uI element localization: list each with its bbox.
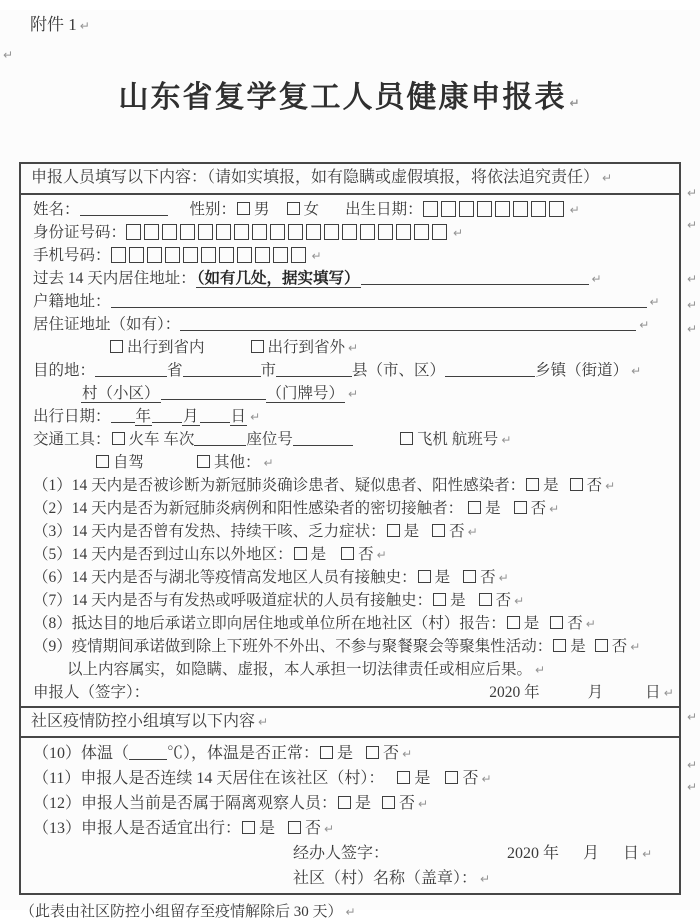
- blank-field[interactable]: [111, 407, 135, 423]
- form-line: [21, 382, 679, 405]
- form-line: [21, 635, 679, 658]
- digit-box[interactable]: [360, 224, 375, 240]
- digit-box[interactable]: [324, 224, 339, 240]
- label: 自驾: [113, 454, 145, 471]
- paragraph-mark: ↵: [591, 272, 602, 286]
- checkbox[interactable]: [553, 639, 566, 652]
- label: 否: [383, 745, 400, 762]
- label: 否: [530, 500, 547, 517]
- label: 是: [355, 795, 372, 812]
- blank-field[interactable]: [200, 407, 230, 423]
- spacer: [419, 535, 431, 536]
- blank-field[interactable]: [445, 361, 535, 377]
- blank-field[interactable]: [293, 430, 353, 446]
- paragraph-mark: ↵: [453, 226, 464, 240]
- attachment-label-text: 附件 1: [30, 15, 77, 34]
- checkbox[interactable]: [242, 821, 255, 834]
- label: 交通工具：: [33, 431, 111, 448]
- spacer: [326, 558, 340, 559]
- checkbox[interactable]: [445, 771, 458, 784]
- form-line: [21, 451, 679, 474]
- checkbox[interactable]: [570, 478, 583, 491]
- label: （11）申报人是否连续 14 天居住在该社区（村）：: [33, 770, 385, 787]
- label: （7）14 天内是否与有发热或呼吸道症状的人员有接触史：: [33, 592, 433, 609]
- section2-header: [21, 706, 679, 738]
- label: ℃），体温是否正常：: [167, 745, 320, 762]
- spacer: [353, 443, 399, 444]
- label: 否: [480, 569, 496, 586]
- checkbox[interactable]: [382, 796, 395, 809]
- paragraph-mark: ↵: [402, 747, 413, 761]
- label: 是: [485, 500, 501, 517]
- label: 日: [230, 408, 247, 425]
- form-line: [21, 816, 679, 841]
- form-line: [21, 474, 679, 497]
- paragraph-mark: ↵: [642, 847, 653, 861]
- digit-box[interactable]: [198, 224, 213, 240]
- label: 其他：: [214, 454, 261, 471]
- form-line: [21, 543, 679, 566]
- digit-box[interactable]: [291, 247, 306, 263]
- form-line: [21, 612, 679, 635]
- label: 座位号: [246, 431, 293, 448]
- label: 是: [450, 592, 466, 609]
- label: 是: [570, 638, 586, 655]
- label: 县（市、区）: [352, 362, 446, 379]
- page: [0, 10, 700, 920]
- digit-box[interactable]: [306, 224, 321, 240]
- checkbox[interactable]: [294, 547, 307, 560]
- spacer: [275, 832, 287, 833]
- paragraph-mark: ↵: [348, 387, 359, 401]
- paragraph-mark: ↵: [345, 905, 356, 919]
- label: 否: [462, 770, 479, 787]
- label: （1）14 天内是否被诊断为新冠肺炎确诊患者、疑似患者、阳性感染者：: [33, 477, 526, 494]
- form-line: [21, 589, 679, 612]
- label: 男: [254, 201, 270, 218]
- paragraph-mark: ↵: [418, 797, 429, 811]
- paragraph-mark: ↵: [639, 318, 650, 332]
- digit-box[interactable]: [423, 201, 438, 217]
- spacer: [144, 466, 196, 467]
- digit-box[interactable]: [273, 247, 288, 263]
- digit-box[interactable]: [219, 247, 234, 263]
- label: 村（小区）: [82, 385, 160, 402]
- label: 月: [183, 408, 199, 425]
- footer-note: [20, 900, 700, 921]
- label: 市: [260, 362, 277, 379]
- checkbox[interactable]: [112, 432, 125, 445]
- blank-field[interactable]: [276, 361, 352, 377]
- spacer: [319, 213, 345, 214]
- paragraph-mark: ↵: [630, 640, 641, 654]
- spacer: [430, 782, 444, 783]
- checkbox[interactable]: [366, 746, 379, 759]
- checkbox[interactable]: [507, 616, 520, 629]
- spacer: [371, 807, 381, 808]
- form-line: [21, 336, 679, 359]
- form-line: [21, 405, 679, 428]
- spacer: [586, 650, 594, 651]
- digit-boxes: [126, 221, 450, 244]
- digit-box[interactable]: [144, 224, 159, 240]
- checkbox[interactable]: [595, 639, 608, 652]
- label: 以上内容属实，如隐瞒、虚报，本人承担一切法律责任或相应后果。: [67, 661, 533, 678]
- checkbox[interactable]: [287, 202, 300, 215]
- checkbox[interactable]: [463, 570, 476, 583]
- blank-field[interactable]: [180, 315, 636, 331]
- paragraph-mark: ↵: [467, 525, 478, 539]
- checkbox[interactable]: [320, 746, 333, 759]
- label: 身份证号码：: [33, 224, 127, 241]
- digit-box[interactable]: [162, 224, 177, 240]
- digit-box[interactable]: [252, 224, 267, 240]
- paragraph-mark: ↵: [480, 872, 491, 886]
- checkbox[interactable]: [96, 455, 109, 468]
- label: 否: [495, 592, 512, 609]
- label: 2020 年: [489, 684, 540, 701]
- digit-box[interactable]: [432, 224, 447, 240]
- label: 出行到省内: [127, 339, 205, 356]
- spacer: [539, 627, 549, 628]
- spacer: [384, 782, 396, 783]
- paragraph-mark: ↵: [514, 594, 525, 608]
- blank-field[interactable]: [95, 361, 167, 377]
- label: 是: [414, 770, 431, 787]
- footer-note-text: （此表由社区防控小组留存至疫情解除后 30 天）: [20, 904, 343, 920]
- form-line: [21, 221, 679, 244]
- blank-field[interactable]: [129, 744, 167, 760]
- paragraph-mark: ↵: [631, 364, 642, 378]
- checkbox[interactable]: [338, 796, 351, 809]
- checkbox[interactable]: [468, 501, 481, 514]
- declaration-form-table: [19, 162, 681, 895]
- label: （6）14 天内是否与湖北等疫情高发地区人员有接触史：: [33, 569, 417, 586]
- form-line: [21, 313, 679, 336]
- digit-box[interactable]: [396, 224, 411, 240]
- paragraph-mark: ↵: [569, 203, 580, 217]
- form-line: [21, 658, 679, 681]
- label: 是: [434, 569, 451, 586]
- label: 女: [303, 201, 320, 218]
- label: （10）体温（: [33, 745, 130, 762]
- paragraph-mark: ↵: [585, 617, 596, 631]
- spacer: [389, 857, 507, 858]
- digit-box[interactable]: [459, 201, 474, 217]
- spacer: [353, 757, 365, 758]
- spacer: [149, 696, 489, 697]
- digit-box[interactable]: [531, 201, 546, 217]
- spacer: [559, 857, 583, 858]
- label: 乡镇（街道）: [535, 362, 629, 379]
- label: 月: [583, 845, 600, 862]
- paragraph-mark: ↵: [687, 710, 698, 724]
- label: 是: [523, 615, 540, 632]
- paragraph-mark: ↵: [501, 433, 512, 447]
- section1-header-text: 申报人员填写以下内容：（请如实填报，如有隐瞒或虚假填报，将依法追究责任）: [31, 169, 600, 186]
- checkbox[interactable]: [110, 340, 123, 353]
- checkbox[interactable]: [341, 547, 354, 560]
- checkbox[interactable]: [197, 455, 210, 468]
- label: 日: [645, 684, 661, 701]
- label: （门牌号）: [266, 385, 345, 402]
- label: 省: [167, 362, 183, 379]
- digit-box[interactable]: [201, 247, 216, 263]
- spacer: [205, 351, 250, 352]
- checkbox[interactable]: [550, 616, 563, 629]
- checkbox[interactable]: [251, 340, 264, 353]
- blank-field[interactable]: [183, 361, 261, 377]
- spacer: [270, 213, 286, 214]
- attachment-label: [30, 10, 700, 32]
- label: 过去 14 天内居住地址：: [33, 270, 196, 287]
- spacer: [463, 512, 467, 513]
- digit-box[interactable]: [288, 224, 303, 240]
- paragraph-mark: ↵: [602, 171, 613, 185]
- digit-box[interactable]: [180, 224, 195, 240]
- spacer: [168, 213, 190, 214]
- checkbox[interactable]: [433, 593, 446, 606]
- label: （8）抵达目的地后承诺立即向居住地或单位所在地社区（村）报告：: [33, 615, 506, 632]
- form-line: [21, 841, 679, 866]
- label: 否: [611, 638, 628, 655]
- digit-box[interactable]: [495, 201, 510, 217]
- paragraph-mark: ↵: [263, 456, 274, 470]
- label: （如有几处，据实填写）: [196, 270, 360, 287]
- paragraph-mark: ↵: [687, 758, 698, 772]
- label: 否: [399, 795, 416, 812]
- form-line: [21, 359, 679, 382]
- label: 出行到省外: [267, 339, 346, 356]
- checkbox[interactable]: [432, 524, 445, 537]
- checkbox[interactable]: [397, 771, 410, 784]
- digit-box[interactable]: [414, 224, 429, 240]
- label: 经办人签字：: [293, 845, 390, 862]
- label: 是: [403, 523, 420, 540]
- page-title: [0, 78, 700, 118]
- checkbox[interactable]: [288, 821, 301, 834]
- digit-box[interactable]: [513, 201, 528, 217]
- digit-box[interactable]: [237, 247, 252, 263]
- label: 否: [305, 820, 322, 837]
- label: 申报人（签字）：: [33, 684, 150, 701]
- blank-field[interactable]: [152, 407, 182, 423]
- spacer: [599, 857, 623, 858]
- paragraph-mark: ↵: [376, 548, 387, 562]
- digit-box[interactable]: [255, 247, 270, 263]
- paragraph-mark: ↵: [250, 410, 261, 424]
- form-line: [21, 497, 679, 520]
- paragraph-mark: ↵: [498, 571, 509, 585]
- label: 性别：: [189, 201, 237, 218]
- form-line: [21, 766, 679, 791]
- form-line: [21, 566, 679, 589]
- form-line: [21, 520, 679, 543]
- spacer: [450, 581, 462, 582]
- form-line: [21, 791, 679, 816]
- label: 是: [310, 546, 327, 563]
- checkbox[interactable]: [479, 593, 492, 606]
- digit-box[interactable]: [342, 224, 357, 240]
- form-line: [21, 866, 679, 891]
- label: 月: [587, 684, 604, 701]
- paragraph-mark: ↵: [687, 186, 698, 200]
- digit-box[interactable]: [549, 201, 564, 217]
- paragraph-mark: ↵: [79, 19, 90, 33]
- digit-box[interactable]: [147, 247, 162, 263]
- form-line: [21, 428, 679, 451]
- digit-box[interactable]: [477, 201, 492, 217]
- label: 手机号码：: [33, 247, 111, 264]
- label: 火车 车次: [128, 431, 195, 448]
- form-line: [21, 290, 679, 313]
- digit-box[interactable]: [234, 224, 249, 240]
- paragraph-mark: ↵: [348, 341, 359, 355]
- paragraph-mark: ↵: [549, 502, 560, 516]
- checkbox[interactable]: [526, 478, 539, 491]
- spacer: [603, 696, 645, 697]
- label: （3）14 天内是否曾有发热、持续干咳、乏力症状：: [33, 523, 386, 540]
- checkbox[interactable]: [514, 501, 527, 514]
- paragraph-mark: ↵: [258, 715, 269, 729]
- label: （12）申报人当前是否属于隔离观察人员：: [33, 795, 338, 812]
- label: （13）申报人是否适宜出行：: [33, 820, 242, 837]
- paragraph-mark: ↵: [569, 96, 582, 110]
- label: 日: [623, 845, 640, 862]
- digit-box[interactable]: [129, 247, 144, 263]
- digit-box[interactable]: [441, 201, 456, 217]
- digit-box[interactable]: [378, 224, 393, 240]
- spacer: [501, 512, 513, 513]
- label: 2020 年: [507, 845, 560, 862]
- spacer: [559, 489, 569, 490]
- digit-box[interactable]: [183, 247, 198, 263]
- section2-body: [21, 738, 679, 893]
- digit-boxes: [111, 244, 309, 267]
- blank-field[interactable]: [361, 269, 589, 285]
- label: 否: [586, 477, 603, 494]
- paragraph-mark: ↵: [687, 780, 698, 794]
- checkbox[interactable]: [237, 202, 250, 215]
- paragraph-mark: ↵: [311, 249, 322, 263]
- paragraph-mark: ↵: [324, 822, 335, 836]
- label: 否: [358, 546, 374, 563]
- paragraph-mark: ↵: [649, 295, 660, 309]
- label: 目的地：: [33, 362, 96, 379]
- form-line: [21, 198, 679, 221]
- paragraph-mark: ↵: [605, 479, 616, 493]
- label: 出行日期：: [33, 408, 111, 425]
- label: 社区（村）名称（盖章）：: [293, 870, 478, 887]
- checkbox[interactable]: [400, 432, 413, 445]
- label: 是: [337, 745, 354, 762]
- paragraph-mark: ↵: [687, 218, 698, 232]
- label: 是: [543, 477, 559, 494]
- digit-box[interactable]: [216, 224, 231, 240]
- paragraph-mark: ↵: [3, 48, 14, 62]
- section1-header: [21, 164, 679, 195]
- label: 出生日期：: [345, 201, 423, 218]
- digit-boxes: [423, 198, 567, 221]
- form-line: [21, 741, 679, 766]
- digit-box[interactable]: [165, 247, 180, 263]
- label: 姓名：: [33, 201, 80, 218]
- blank-field[interactable]: [111, 292, 647, 308]
- label: （5）14 天内是否到过山东以外地区：: [33, 546, 293, 563]
- section2-header-text: 社区疫情防控小组填写以下内容: [31, 713, 256, 730]
- label: 飞机 航班号: [416, 431, 499, 448]
- label: 年: [135, 408, 152, 425]
- paragraph-mark: ↵: [535, 663, 546, 677]
- label: （9）疫情期间承诺做到除上下班外不外出、不参与聚餐聚会等聚集性活动：: [33, 638, 553, 655]
- form-line: [21, 244, 679, 267]
- spacer: [540, 696, 588, 697]
- blank-field[interactable]: [161, 384, 266, 400]
- page-title-text: 山东省复学复工人员健康申报表: [118, 81, 567, 114]
- paragraph-mark: ↵: [687, 272, 698, 286]
- checkbox[interactable]: [387, 524, 400, 537]
- section1-body: [21, 195, 679, 706]
- label: （2）14 天内是否为新冠肺炎病例和阳性感染者的密切接触者：: [33, 500, 464, 517]
- label: 否: [567, 615, 583, 632]
- paragraph-mark: ↵: [687, 298, 698, 312]
- digit-box[interactable]: [270, 224, 285, 240]
- paragraph-mark: ↵: [687, 322, 698, 336]
- paragraph-mark: ↵: [663, 686, 674, 700]
- label: 否: [449, 523, 465, 540]
- label: 居住证地址（如有）：: [33, 316, 181, 333]
- blank-field[interactable]: [80, 200, 168, 216]
- label: 户籍地址：: [33, 293, 111, 310]
- digit-box[interactable]: [111, 247, 126, 263]
- paragraph-mark: ↵: [481, 772, 492, 786]
- checkbox[interactable]: [418, 570, 431, 583]
- form-line: [21, 681, 679, 704]
- blank-field[interactable]: [194, 430, 246, 446]
- digit-box[interactable]: [126, 224, 141, 240]
- spacer: [466, 604, 478, 605]
- label: 是: [259, 820, 276, 837]
- form-line: [21, 267, 679, 290]
